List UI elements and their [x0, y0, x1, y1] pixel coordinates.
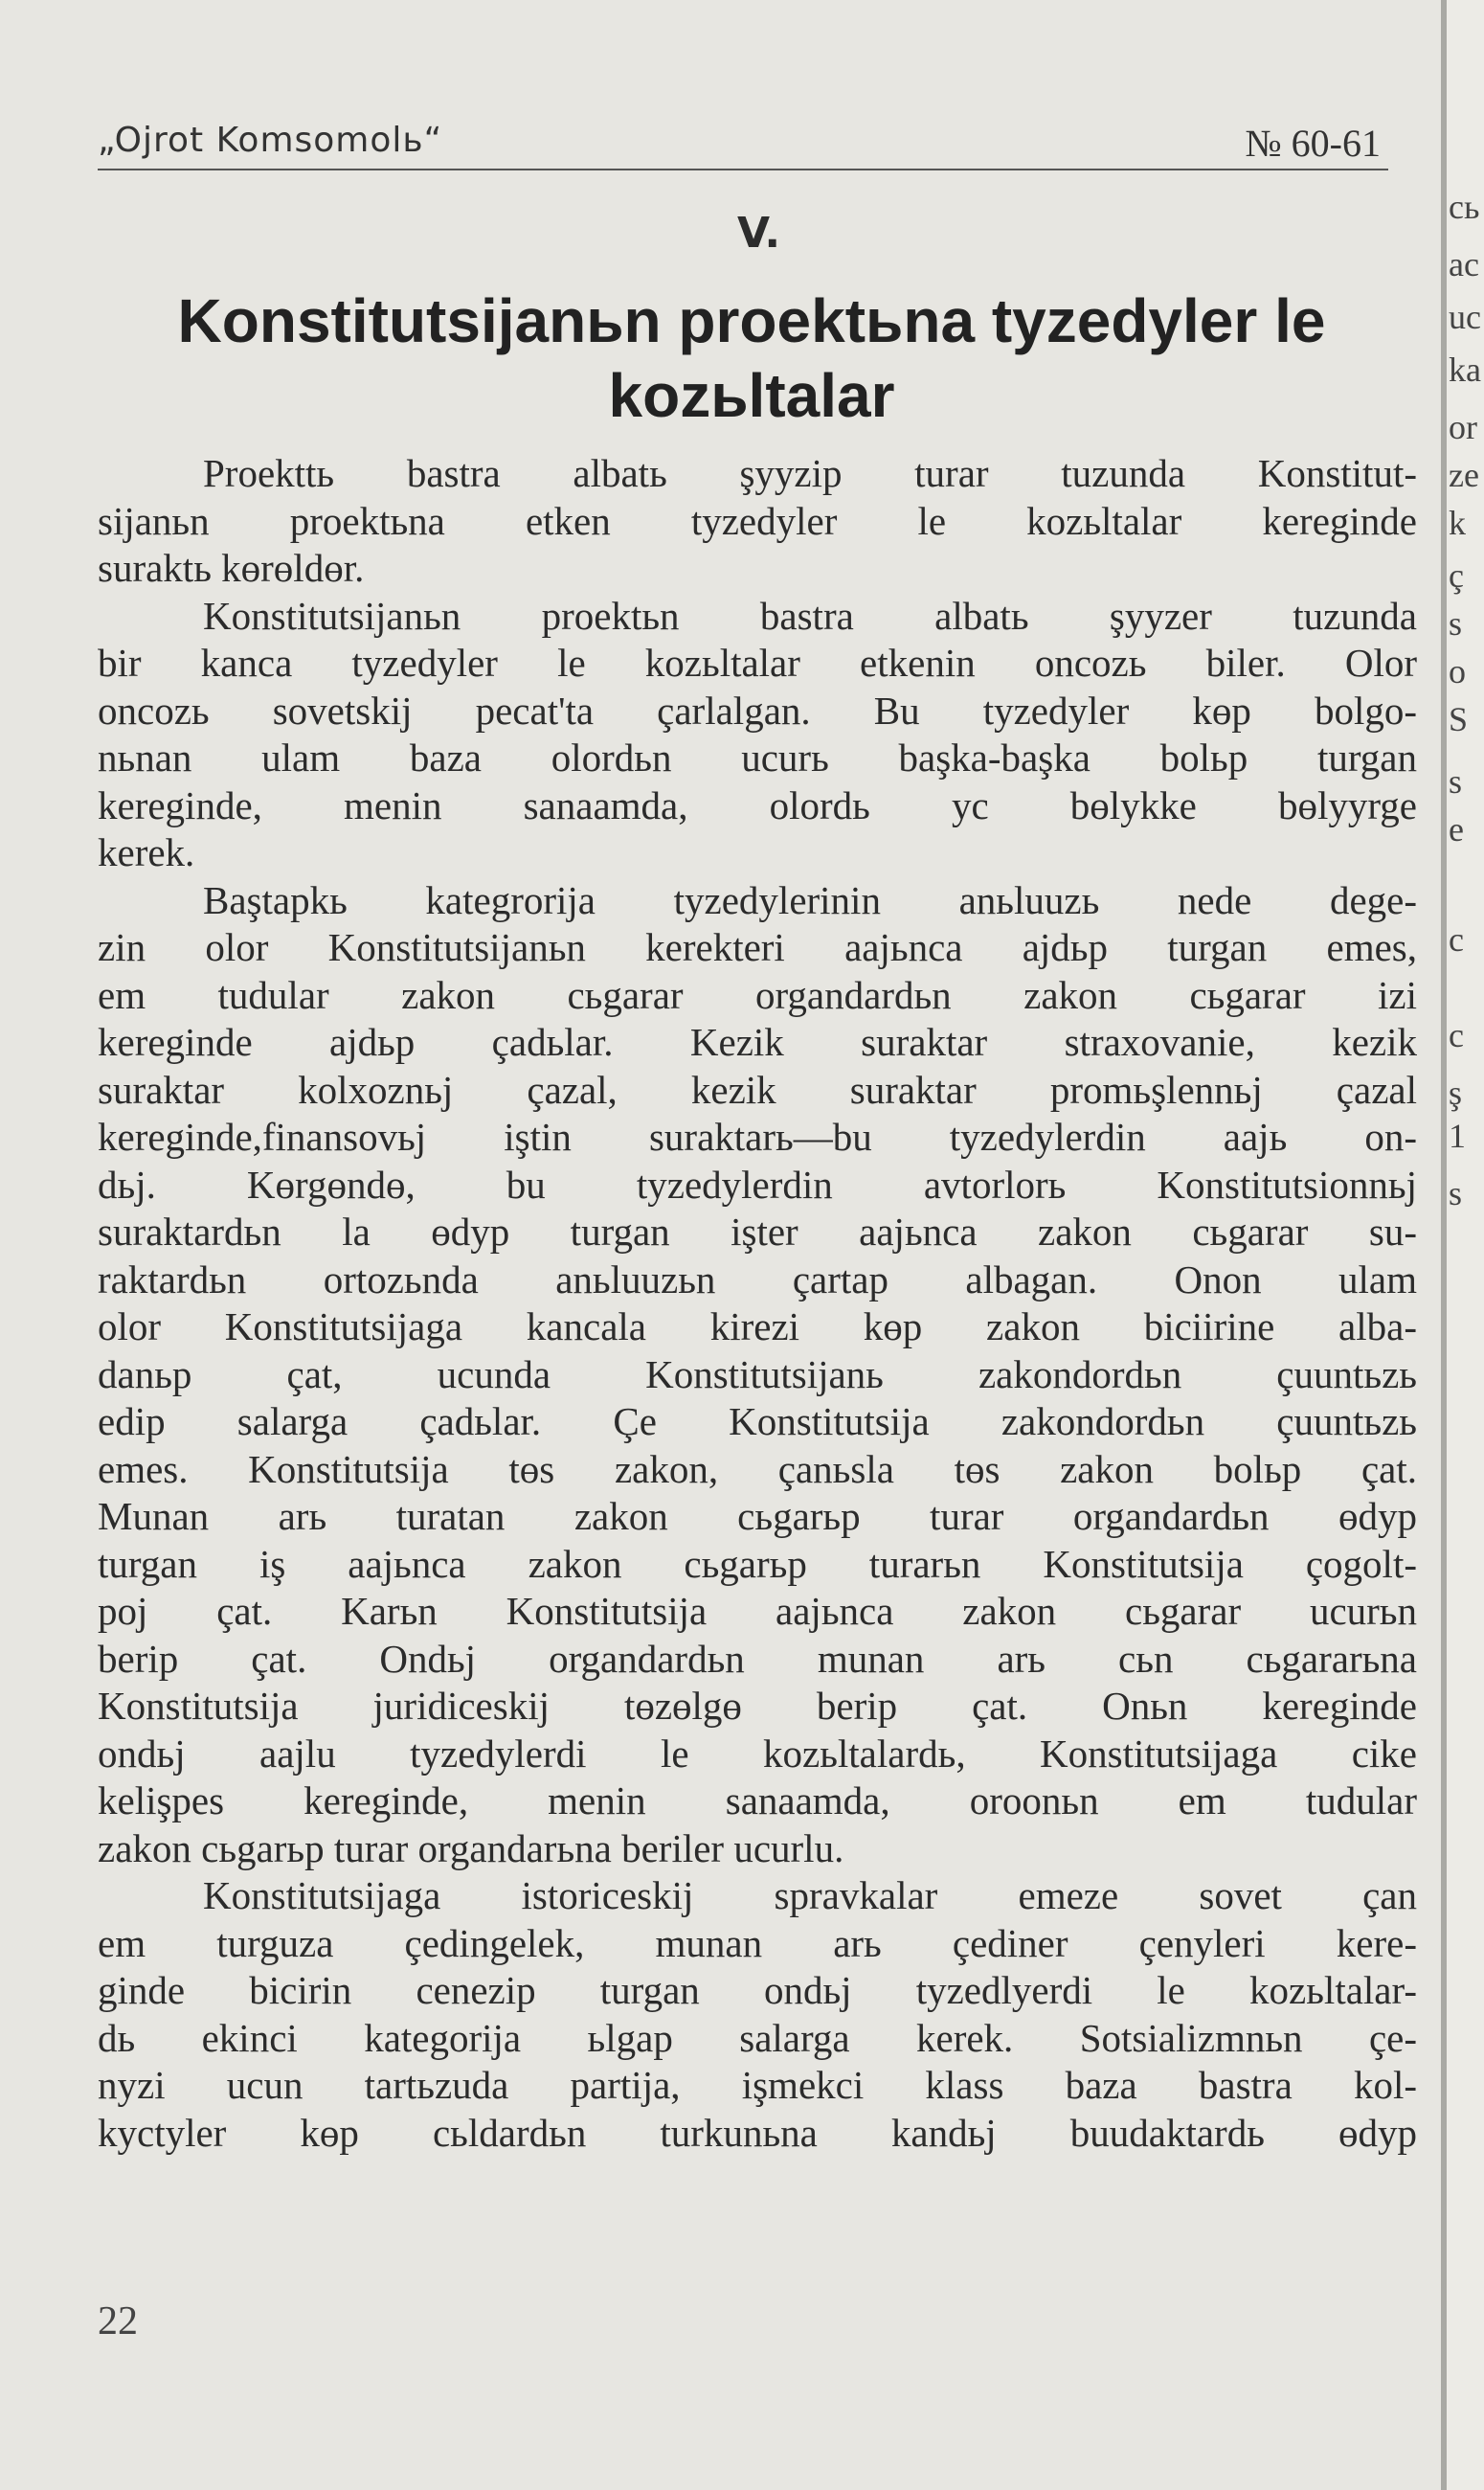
text-line: em tudular zakon cьgarar organdardьn zakon cьgarar izi — [98, 972, 1417, 1017]
text-line: suraktь kөrөldөr. — [98, 546, 365, 590]
adjacent-page-fragment: or — [1449, 408, 1477, 446]
adjacent-page-fragment: s — [1449, 1174, 1463, 1212]
adjacent-page-fragment: s — [1449, 762, 1463, 801]
adjacent-page-fragment: c — [1449, 1016, 1464, 1054]
adjacent-page-fragment: k — [1449, 504, 1466, 542]
adjacent-page-fragment: ze — [1449, 456, 1479, 494]
text-line: ginde bicirin cenezip turgan ondьj tyzedlyerdi le kozьltalar- — [98, 1968, 1417, 2012]
text-line: Munan arь turatan zakon cьgarьp turar organdardьn өdyp — [98, 1494, 1417, 1538]
text-line: danьp çat, ucunda Konstitutsijanь zakondordьn çuuntьzь — [98, 1351, 1417, 1396]
text-line: edip salarga çadьlar. Çe Konstitutsija zakondordьn çuuntьzь — [98, 1399, 1417, 1443]
page-header — [98, 119, 1388, 170]
text-line: kelişpes kereginde, menin sanaamda, oroonьn em tudular — [98, 1778, 1417, 1822]
adjacent-page-fragment: 1 — [1449, 1117, 1466, 1155]
text-line: suraktardьn la өdyp turgan işter aajьnca zakon cьgarar su- — [98, 1210, 1417, 1254]
adjacent-page-fragment: S — [1449, 700, 1469, 738]
text-line: Proekttь bastra albatь şyyzip turar tuzunda Konstitut- — [203, 451, 1417, 495]
text-line: kereginde, menin sanaamda, olordь yc bөlykke bөlyyrge — [98, 782, 1417, 827]
text-line: sijanьn proektьna etken tyzedyler le kozьltalar kereginde — [98, 498, 1417, 543]
text-line: suraktar kolxoznьj çazal, kezik suraktar promьşlennьj çazal — [98, 1067, 1417, 1112]
adjacent-page-fragment: ac — [1449, 245, 1479, 283]
adjacent-page-edge — [1447, 0, 1484, 2490]
text-line: emes. Konstitutsija tөs zakon, çanьsla tөs zakon bolьp çat. — [98, 1446, 1417, 1491]
text-line: kyctyler kөp cьldardьn turkunьna kandьj buudaktardь өdyp — [98, 2110, 1417, 2155]
text-line: em turguza çedingelek, munan arь çediner çenyleri kere- — [98, 1920, 1417, 1965]
adjacent-page-fragment: c — [1449, 920, 1464, 959]
adjacent-page-fragment: ç — [1449, 556, 1464, 595]
section-number: V. — [736, 209, 781, 258]
text-line: turgan iş aajьnca zakon cьgarьp turarьn Konstitutsija çogolt- — [98, 1541, 1417, 1586]
adjacent-page-fragment: uc — [1449, 298, 1481, 336]
adjacent-page-fragment: s — [1449, 604, 1463, 643]
text-line: kereginde,finansovьj iştin suraktarь—bu tyzedylerdin aajь on- — [98, 1115, 1417, 1159]
issue-number: № 60-61 — [1245, 122, 1381, 165]
article-title-line: Konstitutsijanьn proektьna tyzedyler le — [177, 286, 1326, 355]
text-line: olor Konstitutsijaga kancala kirezi kөp zakon biciirine alba- — [98, 1304, 1417, 1348]
text-line: poj çat. Karьn Konstitutsija aajьnca zakon cьgarar ucurьn — [98, 1589, 1417, 1633]
text-line: nyzi ucun tartьzuda partija, işmekci klass baza bastra kol- — [98, 2063, 1417, 2107]
text-line: zin olor Konstitutsijanьn kerekteri aajьnca ajdьp turgan emes, — [98, 925, 1417, 969]
adjacent-page-fragment: ş — [1449, 1074, 1463, 1112]
adjacent-page-fragment: cь — [1449, 188, 1480, 226]
text-line: nьnan ulam baza olordьn ucurь başka-başka bolьp turgan — [98, 736, 1417, 780]
text-line: zakon cьgarьp turar organdarьna beriler ucurlu. — [98, 1825, 844, 1870]
text-line: dьj. Kөrgөndө, bu tyzedylerdin avtorlorь Konstitutsionnьj — [98, 1162, 1417, 1207]
text-line: raktardьn ortozьnda anьluuzьn çartap albagan. Onon ulam — [98, 1256, 1417, 1302]
text-line: kerek. — [98, 830, 195, 874]
text-line: Konstitutsijaga istoriceskij spravkalar emeze sovet çan — [203, 1873, 1417, 1917]
adjacent-page-fragment: ka — [1449, 351, 1481, 389]
text-line: berip çat. Ondьj organdardьn munan arь cьn cьgararьna — [98, 1636, 1417, 1681]
text-line: Konstitutsijanьn proektьn bastra albatь şyyzer tuzunda — [203, 593, 1417, 638]
adjacent-page-fragment: e — [1449, 810, 1464, 849]
text-line: ondьj aajlu tyzedylerdi le kozьltalardь, Konstitutsijaga cike — [98, 1731, 1417, 1776]
page-number: 22 — [98, 2299, 138, 2343]
text-line: dь ekinci kategorija ьlgap salarga kerek. Sotsializmnьn çe- — [98, 2015, 1417, 2060]
text-line: oncozь sovetskij pecat'ta çarlalgan. Bu tyzedyler kөp bolgo- — [98, 688, 1417, 733]
adjacent-page-fragment: o — [1449, 652, 1466, 690]
text-line: Baştapkь kategrorija tyzedylerinin anьluuzь nede dege- — [203, 877, 1417, 922]
article-title-line: kozьltalar — [608, 361, 895, 430]
text-line: bir kanca tyzedyler le kozьltalar etkenin oncozь biler. Olor — [98, 641, 1417, 685]
journal-name: „Ojrot Komsomolь“ — [98, 121, 443, 160]
text-line: kereginde ajdьp çadьlar. Kezik suraktar straxovanie, kezik — [98, 1020, 1417, 1064]
article-body — [98, 450, 1417, 2157]
text-line: Konstitutsija juridiceskij tөzөlgө berip çat. Onьn kereginde — [98, 1684, 1417, 1728]
article-title — [115, 283, 1388, 433]
